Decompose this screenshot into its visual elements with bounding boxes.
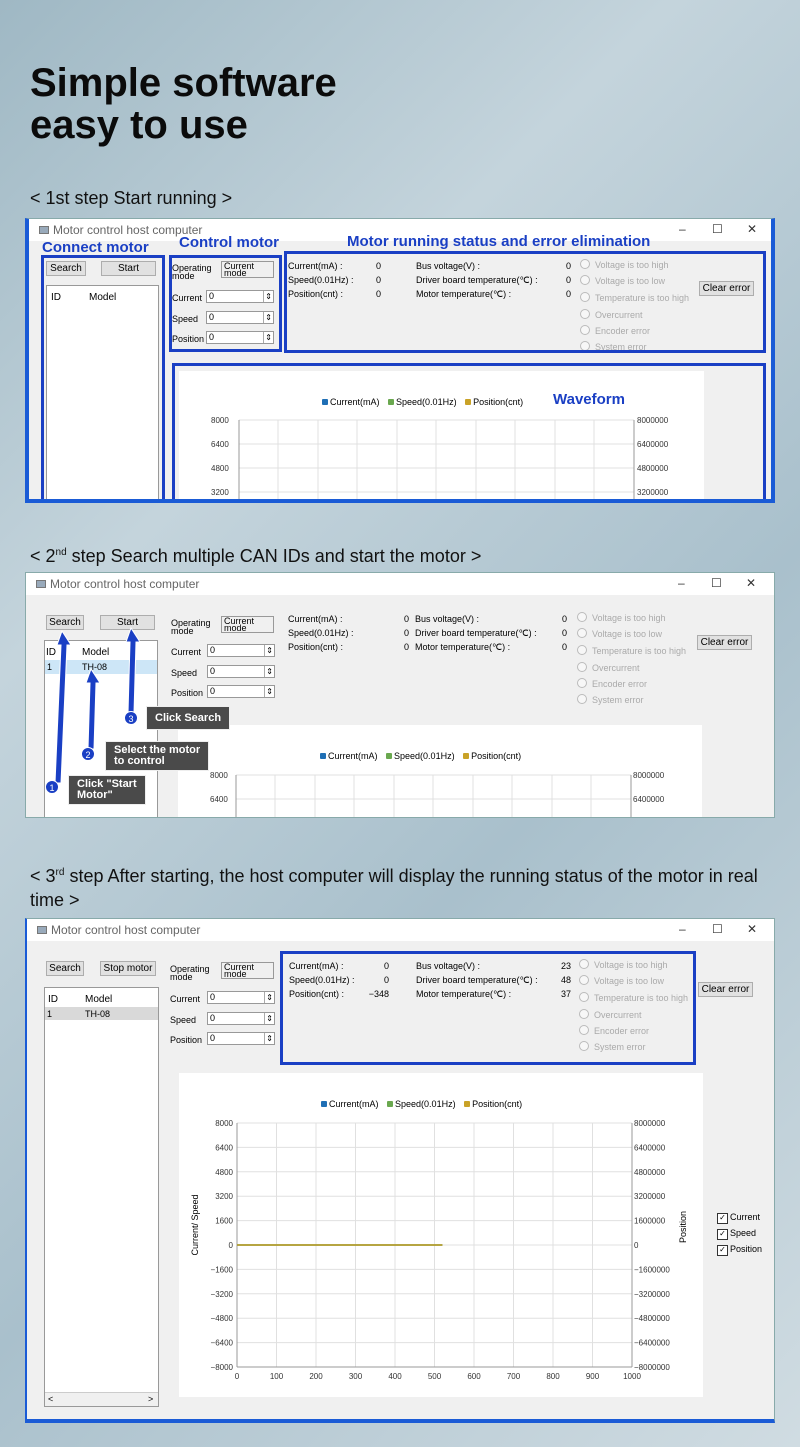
error-voltage-low: Voltage is too low [580,275,665,286]
error-voltage-high: Voltage is too high [579,959,668,970]
stop-motor-button[interactable]: Stop motor [100,961,156,976]
clear-error-button[interactable]: Clear error [698,982,753,997]
legend-speed: Speed(0.01Hz) [394,751,455,761]
list-col-id: ID [51,292,61,303]
status-speed-value: 0 [375,275,381,285]
y-left-tick: −4800 [210,1314,233,1324]
position-label: Position [171,688,204,698]
app-icon [39,226,49,234]
c1-y2tick-3200000: 3200000 [637,488,669,497]
callout-start-motor: Click "Start Motor" [68,775,146,805]
headline-line2: easy to use [30,103,248,147]
scroll-right-icon[interactable]: > [148,1394,154,1404]
error-system: System error [577,694,644,705]
list-col-id: ID [48,994,58,1005]
speed-stepper[interactable]: 0 ⇕ [207,665,275,678]
error-temp-high: Temperature is too high [580,292,689,303]
motor-temp-value: 0 [565,289,571,299]
control-motor-box [169,255,282,352]
y-right-tick: 4800000 [634,1167,666,1177]
bus-voltage-label: Bus voltage(V) : [415,614,480,624]
c2-y2tick-8000000: 8000000 [633,771,665,780]
status-current-label: Current(mA) : [288,614,343,624]
status-speed-value: 0 [403,628,409,638]
headline-line1: Simple software [30,61,337,105]
driver-temp-label: Driver board temperature(℃) : [415,628,537,638]
window-title: Motor control host computer [50,577,200,591]
close-button[interactable]: ✕ [747,222,758,236]
callout-select-motor: Select the motor to control [105,741,209,771]
scroll-left-icon[interactable]: < [48,1394,54,1404]
y-right-tick: 3200000 [634,1192,666,1202]
maximize-button[interactable]: ☐ [712,922,723,936]
c1-y2tick-6400000: 6400000 [637,440,669,449]
clear-error-button[interactable]: Clear error [697,635,752,650]
y-right-tick: 1600000 [634,1216,666,1226]
y-left-tick: 1600 [215,1216,233,1226]
position-label: Position [170,1035,203,1045]
status-current-value: 0 [383,961,389,971]
motor-temp-label: Motor temperature(℃) : [416,989,512,999]
legend-position: Position(cnt) [472,1099,523,1109]
bus-voltage-value: 23 [560,961,571,971]
minimize-button[interactable]: – [679,922,686,936]
step3-sup: rd [55,867,65,878]
operating-mode-label: Operating mode [172,263,212,281]
c2-y2tick-6400000: 6400000 [633,795,665,804]
callout-3-number: 3 [124,711,138,725]
error-temp-high: Temperature is too high [577,645,686,656]
error-system: System error [579,1041,646,1052]
status-speed-label: Speed(0.01Hz) : [288,628,354,638]
app-icon [37,926,47,934]
maximize-button[interactable]: ☐ [711,576,722,590]
y-right-label-text: Position [678,1210,688,1244]
start-button[interactable]: Start [100,615,155,630]
x-tick: 0 [234,1372,240,1381]
y-right-tick: −6400000 [634,1338,670,1348]
step2-rest: step Search multiple CAN IDs and start the motor > [66,546,482,566]
operating-mode-label: Operating mode [171,618,211,636]
x-tick: 600 [467,1372,481,1381]
status-position-label: Position(cnt) : [288,642,344,652]
driver-temp-label: Driver board temperature(℃) : [416,975,538,985]
minimize-button[interactable]: – [679,222,686,236]
waveform-annotation: Waveform [553,391,625,408]
list-row-id: 1 [47,1009,53,1019]
error-encoder: Encoder error [577,678,647,689]
bus-voltage-label: Bus voltage(V) : [416,261,481,271]
step3-rest: step After starting, the host computer will display the running status of the motor in real time > [30,866,758,910]
speed-checkbox[interactable]: ✓ Speed [717,1228,756,1240]
y-right-tick: −4800000 [634,1314,670,1324]
error-encoder: Encoder error [579,1025,649,1036]
status-speed-label: Speed(0.01Hz) : [288,275,354,285]
list-row-model: TH-08 [82,662,108,672]
headline [30,62,337,146]
driver-temp-value: 48 [560,975,571,985]
y-left-label-text: Current/ Speed [190,1194,200,1256]
maximize-button[interactable]: ☐ [712,222,723,236]
y-left-tick: −6400 [210,1338,233,1348]
x-tick: 700 [506,1372,521,1381]
motor-temp-label: Motor temperature(℃) : [415,642,511,652]
list-row-id: 1 [47,662,53,672]
y-left-tick: 4800 [215,1167,233,1177]
status-current-label: Current(mA) : [289,961,344,971]
y-right-tick: 6400000 [634,1143,666,1153]
x-tick: 1000 [623,1372,641,1381]
close-button[interactable]: ✕ [747,922,758,936]
position-stepper[interactable]: 0 ⇕ [207,1032,275,1045]
y-left-axis-label [183,1196,207,1256]
legend-current: Current(mA) [328,751,378,761]
connect-motor-annotation: Connect motor [42,239,149,256]
mode-select[interactable]: Current mode [221,962,274,979]
motor-temp-value: 37 [560,989,571,999]
legend-current: Current(mA) [329,1099,379,1109]
x-tick: 300 [348,1372,363,1381]
speed-label: Speed [172,314,199,324]
position-label: Position [172,334,205,344]
mode-select[interactable]: Current mode [221,261,274,278]
legend-position: Position(cnt) [473,397,524,407]
x-tick: 400 [388,1372,402,1381]
c1-ytick-4800: 4800 [211,464,229,473]
callout-2-number: 2 [81,747,95,761]
motor-temp-value: 0 [561,642,567,652]
y-left-tick: 0 [228,1241,233,1250]
window-step2 [25,572,775,818]
c2-ytick-8000: 8000 [210,771,228,780]
bus-voltage-value: 0 [561,614,567,624]
callout-1-number: 1 [45,780,59,794]
current-label: Current [171,647,202,657]
list-col-model: Model [89,292,117,303]
title-bar [27,919,774,941]
motor-temp-label: Motor temperature(℃) : [416,289,512,299]
c1-y2tick-4800000: 4800000 [637,464,669,473]
y-left-tick: −8000 [210,1363,233,1372]
error-system: System error [580,341,647,352]
y-right-axis-label [671,1198,695,1258]
waveform-box [172,363,766,503]
error-overcurrent: Overcurrent [577,662,640,673]
y-right-tick: 8000000 [634,1119,666,1128]
step2-prefix: < 2 [30,546,56,566]
step2-sup: nd [55,547,67,558]
motor-list[interactable] [44,987,159,1407]
control-motor-annotation: Control motor [179,234,279,251]
c1-y2tick-8000000: 8000000 [637,416,669,425]
y-left-tick: −1600 [210,1265,233,1275]
position-checkbox[interactable]: ✓ Position [717,1244,762,1256]
driver-temp-label: Driver board temperature(℃) : [416,275,538,285]
status-speed-value: 0 [383,975,389,985]
driver-temp-value: 0 [565,275,571,285]
c1-ytick-6400: 6400 [211,440,229,449]
c2-ytick-6400: 6400 [210,795,228,804]
driver-temp-value: 0 [561,628,567,638]
list-hscrollbar[interactable] [45,1392,158,1406]
current-label: Current [170,994,201,1004]
status-current-value: 0 [403,614,409,624]
window-title: Motor control host computer [53,223,203,237]
error-encoder: Encoder error [580,325,650,336]
status-current-value: 0 [375,261,381,271]
current-stepper[interactable]: 0 ⇕ [207,991,275,1004]
x-tick: 500 [427,1372,442,1381]
list-col-model: Model [85,994,113,1005]
legend-current: Current(mA) [330,397,380,407]
status-box [280,951,696,1065]
c1-ytick-8000: 8000 [211,416,229,425]
search-button[interactable]: Search [46,961,84,976]
x-tick: 200 [309,1372,323,1381]
error-voltage-high: Voltage is too high [580,259,669,270]
list-col-id: ID [46,647,56,658]
error-voltage-low: Voltage is too low [579,975,664,986]
error-overcurrent: Overcurrent [580,309,643,320]
x-tick: 800 [546,1372,560,1381]
y-right-tick: 0 [634,1241,639,1250]
status-position-value: −348 [368,989,389,999]
window-step3 [25,918,775,1423]
current-stepper[interactable]: 0 ⇕ [206,290,274,303]
current-checkbox[interactable]: ✓ Current [717,1212,760,1224]
list-row-selected[interactable] [45,1007,158,1020]
x-tick: 900 [585,1372,600,1381]
current-label: Current [172,293,203,303]
speed-label: Speed [170,1015,197,1025]
position-stepper[interactable]: 0 ⇕ [206,331,274,344]
search-button[interactable]: Search [46,615,84,630]
list-row-model: TH-08 [85,1009,111,1019]
step3-caption [30,861,790,912]
operating-mode-label: Operating mode [170,964,210,982]
close-button[interactable]: ✕ [746,576,757,590]
y-left-tick: 8000 [215,1119,233,1128]
window-title: Motor control host computer [51,923,201,937]
x-tick: 100 [269,1372,284,1381]
bus-voltage-value: 0 [565,261,571,271]
start-button[interactable]: Start [101,261,156,276]
status-position-value: 0 [403,642,409,652]
speed-label: Speed [171,668,198,678]
status-speed-label: Speed(0.01Hz) : [289,975,355,985]
connect-motor-box [41,255,165,503]
error-voltage-high: Voltage is too high [577,612,666,623]
status-annotation: Motor running status and error elimination [347,233,651,250]
y-right-tick: −1600000 [634,1265,670,1275]
mode-select[interactable]: Current mode [221,616,274,633]
list-col-model: Model [82,647,110,658]
error-temp-high: Temperature is too high [579,992,688,1003]
step3-prefix: < 3 [30,866,56,886]
step2-caption [30,541,481,568]
legend-speed: Speed(0.01Hz) [395,1099,456,1109]
position-stepper[interactable]: 0 ⇕ [207,685,275,698]
y-right-tick: −3200000 [634,1289,670,1299]
step1-caption: < 1st step Start running > [30,188,233,208]
y-left-tick: 6400 [215,1143,233,1153]
callout-search: Click Search [146,706,230,730]
window-step1 [25,218,775,503]
waveform-chart [179,1073,703,1397]
bus-voltage-label: Bus voltage(V) : [416,961,481,971]
speed-stepper[interactable]: 0 ⇕ [206,311,274,324]
speed-stepper[interactable]: 0 ⇕ [207,1012,275,1025]
error-voltage-low: Voltage is too low [577,628,662,639]
minimize-button[interactable]: – [678,576,685,590]
search-button[interactable]: Search [46,261,86,276]
y-left-tick: 3200 [215,1192,233,1202]
clear-error-button[interactable]: Clear error [699,281,754,296]
y-right-tick: −8000000 [634,1363,670,1372]
main-chart-svg [179,1073,703,1397]
status-box [284,251,766,353]
status-current-label: Current(mA) : [288,261,343,271]
error-overcurrent: Overcurrent [579,1009,642,1020]
status-position-value: 0 [375,289,381,299]
current-stepper[interactable]: 0 ⇕ [207,644,275,657]
legend-position: Position(cnt) [471,751,522,761]
c1-ytick-3200: 3200 [211,488,229,497]
legend-speed: Speed(0.01Hz) [396,397,457,407]
y-left-tick: −3200 [210,1289,233,1299]
status-position-label: Position(cnt) : [289,989,345,999]
status-position-label: Position(cnt) : [288,289,344,299]
